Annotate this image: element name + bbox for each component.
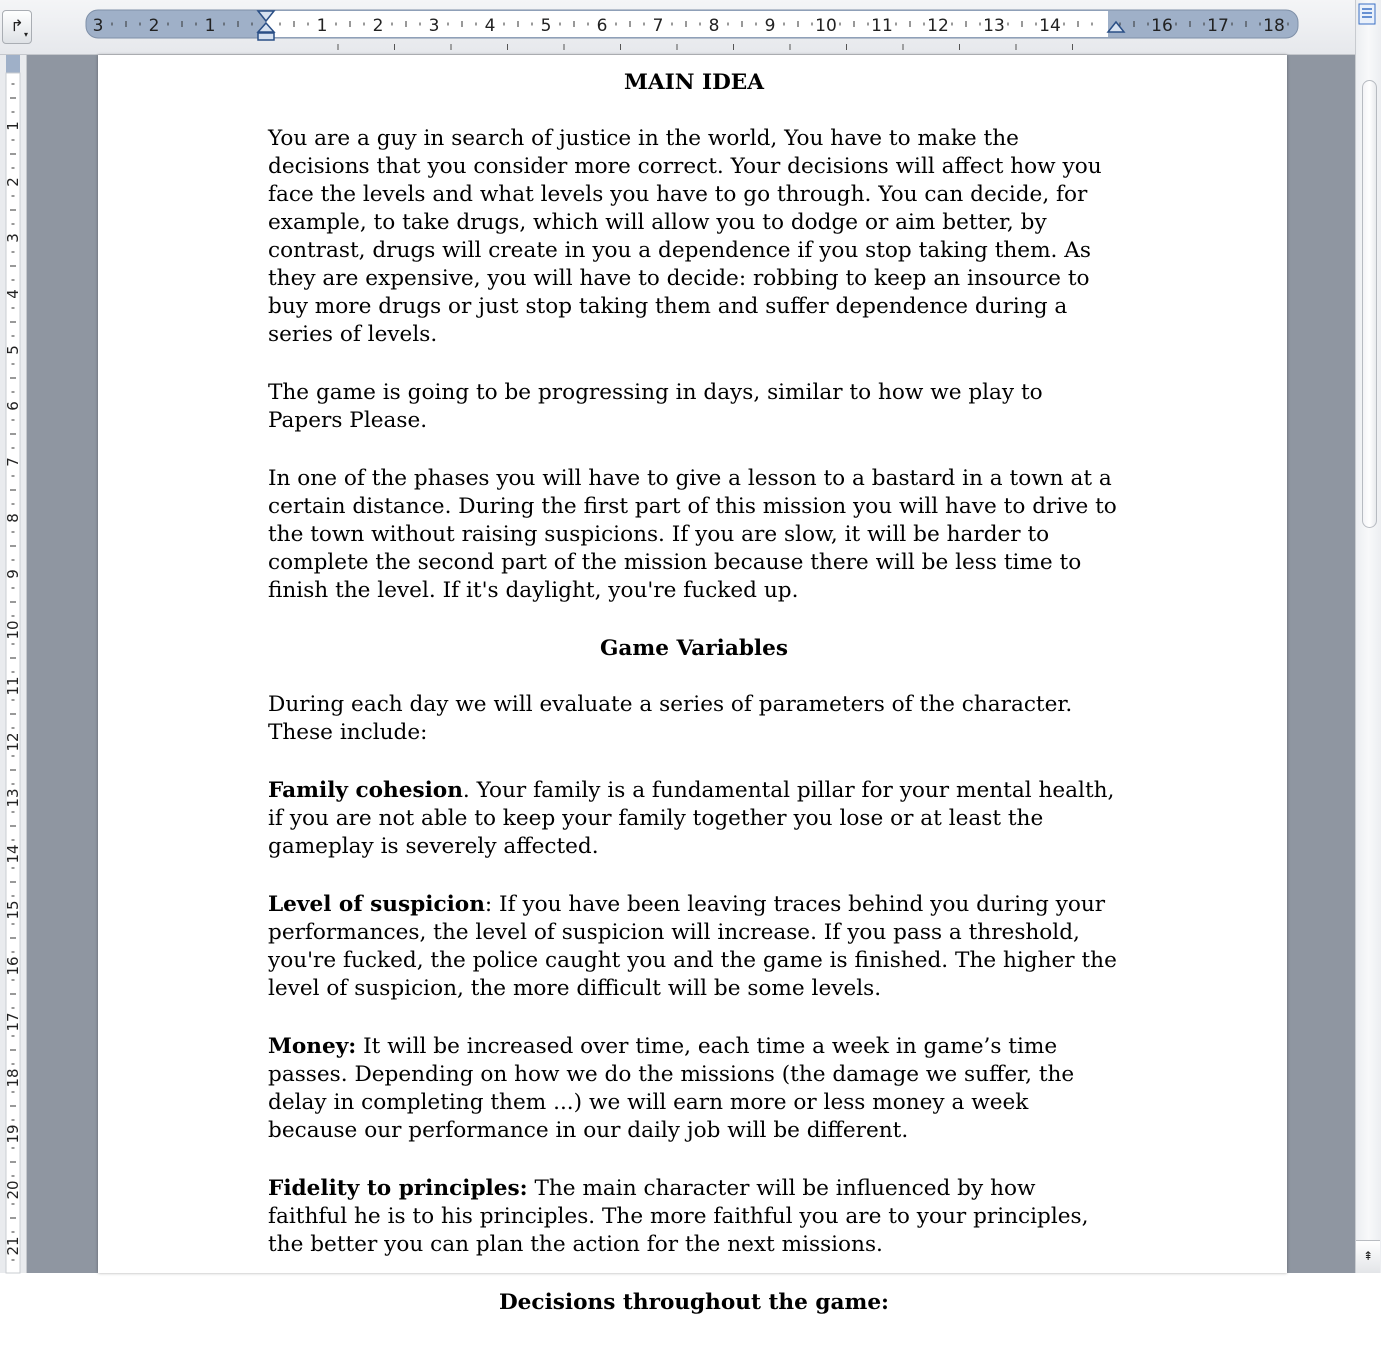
- ruler-bar: [0, 0, 1355, 55]
- ruler-label: 1: [316, 16, 328, 36]
- document-body[interactable]: [268, 69, 1120, 1345]
- ruler-label: 6: [4, 401, 22, 411]
- ruler-label: 6: [596, 16, 608, 36]
- ruler-label: 10: [815, 16, 837, 36]
- text-family-cohesion: . Your family is a fundamental pillar for your mental health, if you are not able to keep your family together you lose or at least the gameplay is severely affected.: [268, 778, 1115, 859]
- ruler-label: 3: [92, 16, 104, 36]
- ruler-label: 18: [4, 1068, 22, 1088]
- ruler-label: 20: [4, 1180, 22, 1200]
- ruler-label: 1: [4, 121, 22, 131]
- term-money: Money:: [268, 1034, 357, 1059]
- term-fidelity: Fidelity to principles:: [268, 1176, 528, 1201]
- ruler-label: 9: [764, 16, 776, 36]
- tab-stop-icon: ↱: [10, 16, 24, 35]
- ruler-label: 7: [652, 16, 664, 36]
- ruler-label: 13: [4, 788, 22, 808]
- text-money: It will be increased over time, each time a week in game’s time passes. Depending on how we do the missions (the damage we suffer, the delay in completing them ...) we will earn more or less money a week because our performance in our daily job will be different.: [268, 1034, 1075, 1143]
- ruler-label: 3: [428, 16, 440, 36]
- vertical-ruler[interactable]: [0, 55, 27, 1273]
- left-indent-box[interactable]: [258, 33, 274, 40]
- ruler-label: 21: [4, 1236, 22, 1256]
- double-arrow-up-icon: ⇞: [1362, 1249, 1374, 1263]
- paragraph-days: The game is going to be progressing in days, similar to how we play to Papers Please.: [268, 380, 1043, 433]
- ruler-label: 16: [1151, 16, 1173, 36]
- ruler-label: 2: [372, 16, 384, 36]
- term-family-cohesion: Family cohesion: [268, 778, 463, 803]
- ruler-label: 18: [1263, 16, 1285, 36]
- ruler-label: 15: [4, 900, 22, 920]
- paragraph-fidelity: [268, 1175, 1120, 1259]
- chevron-down-icon: ▾: [23, 30, 28, 39]
- ruler-label: 11: [871, 16, 893, 36]
- ruler-label: 5: [540, 16, 552, 36]
- document-canvas[interactable]: [27, 55, 1355, 1315]
- ruler-label: 19: [4, 1124, 22, 1144]
- paragraph-family-cohesion: [268, 777, 1120, 861]
- paragraph-mission: In one of the phases you will have to give a lesson to a bastard in a town at a certain distance. During the first part of this mission you will have to drive to the town without raising suspicions. If you are slow, it will be harder to complete the second part of the mission because there will be less time to finish the level. If it's daylight, you're fucked up.: [268, 466, 1117, 603]
- view-options-icon[interactable]: [1358, 3, 1376, 25]
- ruler-label: 17: [1207, 16, 1229, 36]
- ruler-label: 17: [4, 1012, 22, 1032]
- ruler-label: 4: [484, 16, 496, 36]
- ruler-label: 9: [4, 569, 22, 579]
- ruler-label: 10: [4, 620, 22, 640]
- vertical-ruler-graphic: [0, 55, 26, 1273]
- paragraph-money: [268, 1033, 1120, 1145]
- heading-game-variables: Game Variables: [599, 636, 789, 661]
- horizontal-ruler[interactable]: [86, 10, 1298, 38]
- ruler-label: 12: [4, 732, 22, 752]
- heading-decisions: Decisions throughout the game:: [498, 1290, 890, 1315]
- paragraph-level-of-suspicion: [268, 891, 1120, 1003]
- ruler-label: 14: [1039, 16, 1061, 36]
- ruler-label: 3: [4, 233, 22, 243]
- scrollbar-thumb[interactable]: [1362, 80, 1377, 528]
- term-level-of-suspicion: Level of suspicion: [268, 892, 485, 917]
- ruler-label: 12: [927, 16, 949, 36]
- ruler-label: 14: [4, 844, 22, 864]
- document-page[interactable]: [98, 55, 1287, 1315]
- text-level-of-suspicion: : If you have been leaving traces behind you during your performances, the level of suspicion will increase. If you pass a threshold, you're fucked, the police caught you and the game is finished. The higher the level of suspicion, the more difficult will be some levels.: [268, 892, 1117, 1001]
- tab-stop-selector-button[interactable]: [2, 10, 32, 44]
- ruler-label: 1: [204, 16, 216, 36]
- ruler-label: 2: [148, 16, 160, 36]
- ruler-label: 5: [4, 345, 22, 355]
- text-fidelity: The main character will be influenced by how faithful he is to his principles. The more faithful you are to your principles, the better you can plan the action for the next missions.: [268, 1176, 1089, 1257]
- ruler-label: 11: [4, 676, 22, 696]
- paragraph-intro: You are a guy in search of justice in the world, You have to make the decisions that you consider more correct. Your decisions will affect how you face the levels and what levels you have to go through. You can decide, for example, to take drugs, which will allow you to dodge or aim better, by contrast, drugs will create in you a dependence if you stop taking them. As they are expensive, you will have to decide: robbing to keep an insource to buy more drugs or just stop taking them and suffer dependence during a series of levels.: [268, 126, 1102, 347]
- previous-page-button[interactable]: [1356, 1240, 1380, 1273]
- ruler-label: 4: [4, 289, 22, 299]
- ruler-label: 16: [4, 956, 22, 976]
- ruler-label: 7: [4, 457, 22, 467]
- paragraph-parameters: During each day we will evaluate a series of parameters of the character. These include:: [268, 692, 1073, 745]
- ruler-label: 13: [983, 16, 1005, 36]
- ruler-label: 2: [4, 177, 22, 187]
- ruler-label: 8: [4, 513, 22, 523]
- ruler-label: 8: [708, 16, 720, 36]
- heading-main-idea: MAIN IDEA: [623, 70, 765, 95]
- horizontal-ruler-graphic: [86, 10, 1298, 50]
